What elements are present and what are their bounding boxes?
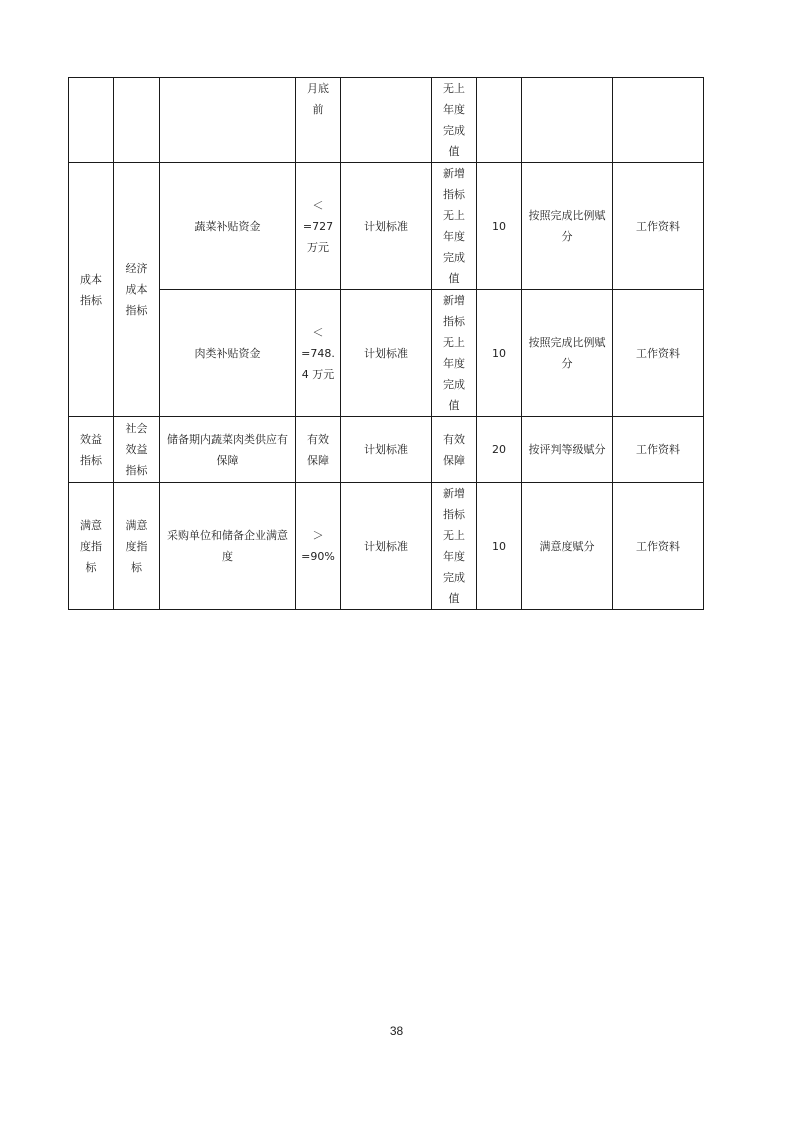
target-value-cell: ＜ =727 万元 — [296, 163, 341, 290]
evidence-source-cell: 工作资料 — [613, 483, 704, 610]
indicator-name-cell: 肉类补贴资金 — [160, 290, 296, 417]
table-cell — [69, 78, 114, 163]
score-cell: 10 — [477, 290, 522, 417]
scoring-method-cell: 按评判等级赋分 — [522, 417, 613, 483]
level2-indicator-cell: 社会 效益 指标 — [114, 417, 160, 483]
table-cell-history: 无上 年度 完成 值 — [432, 78, 477, 163]
target-value-cell: ＜ =748. 4 万元 — [296, 290, 341, 417]
table-cell — [613, 78, 704, 163]
level1-indicator-cell: 效益 指标 — [69, 417, 114, 483]
table-cell — [477, 78, 522, 163]
target-value-cell: 有效 保障 — [296, 417, 341, 483]
level1-indicator-cell: 满意 度指 标 — [69, 483, 114, 610]
target-value-cell: ＞ =90% — [296, 483, 341, 610]
performance-indicator-table — [68, 77, 704, 610]
score-cell: 10 — [477, 483, 522, 610]
basis-cell: 计划标准 — [341, 290, 432, 417]
scoring-method-cell: 按照完成比例赋 分 — [522, 290, 613, 417]
level1-indicator-cell: 成本 指标 — [69, 163, 114, 417]
indicator-name-cell: 采购单位和储备企业满意 度 — [160, 483, 296, 610]
history-value-cell: 新增 指标 无上 年度 完成 值 — [432, 290, 477, 417]
table-row-vegetable-subsidy — [69, 163, 704, 290]
page-number: 38 — [389, 1024, 404, 1038]
history-value-cell: 有效 保障 — [432, 417, 477, 483]
score-cell: 20 — [477, 417, 522, 483]
table-cell — [341, 78, 432, 163]
evidence-source-cell: 工作资料 — [613, 163, 704, 290]
table-row-satisfaction — [69, 483, 704, 610]
table-cell — [160, 78, 296, 163]
history-value-cell: 新增 指标 无上 年度 完成 值 — [432, 483, 477, 610]
scoring-method-cell: 按照完成比例赋 分 — [522, 163, 613, 290]
basis-cell: 计划标准 — [341, 483, 432, 610]
level2-indicator-cell: 满意 度指 标 — [114, 483, 160, 610]
table-row-supply-guarantee — [69, 417, 704, 483]
scoring-method-cell: 满意度赋分 — [522, 483, 613, 610]
table-cell-target: 月底 前 — [296, 78, 341, 163]
history-value-cell: 新增 指标 无上 年度 完成 值 — [432, 163, 477, 290]
basis-cell: 计划标准 — [341, 163, 432, 290]
table-row-continued — [69, 78, 704, 163]
evidence-source-cell: 工作资料 — [613, 290, 704, 417]
indicator-name-cell: 储备期内蔬菜肉类供应有 保障 — [160, 417, 296, 483]
table-cell — [114, 78, 160, 163]
table-row-meat-subsidy — [69, 290, 704, 417]
score-cell: 10 — [477, 163, 522, 290]
table-cell — [522, 78, 613, 163]
evidence-source-cell: 工作资料 — [613, 417, 704, 483]
basis-cell: 计划标准 — [341, 417, 432, 483]
indicator-name-cell: 蔬菜补贴资金 — [160, 163, 296, 290]
level2-indicator-cell: 经济 成本 指标 — [114, 163, 160, 417]
